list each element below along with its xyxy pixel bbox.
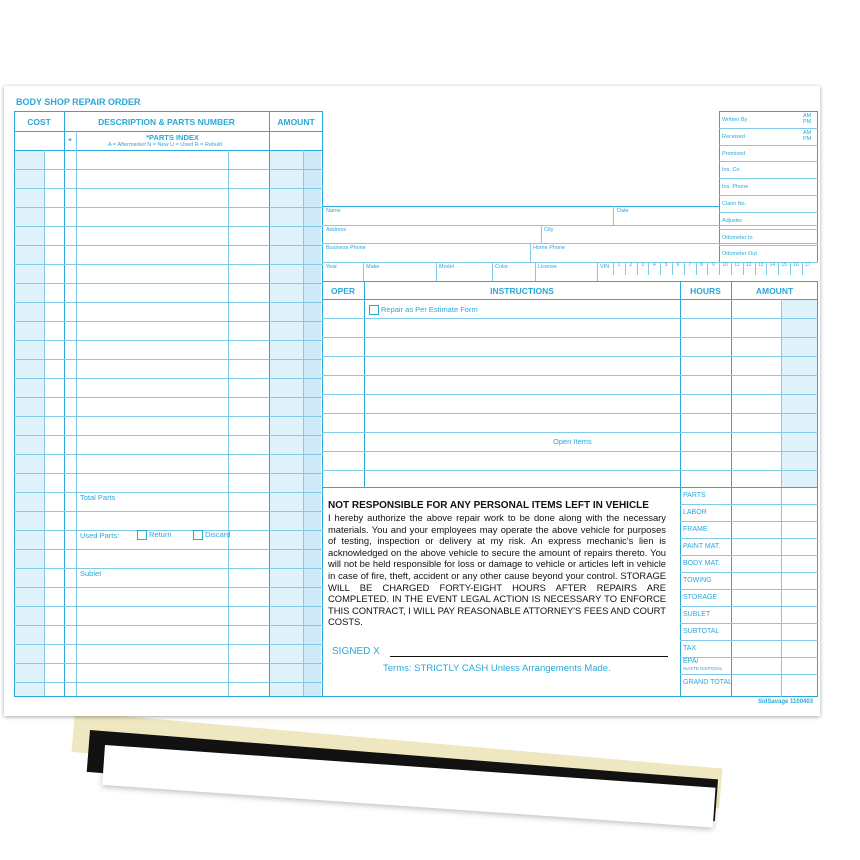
parts-index-title: *PARTS INDEX xyxy=(146,133,199,142)
table-row-line xyxy=(14,302,323,303)
total-parts-label: Total Parts xyxy=(80,493,116,502)
discard-checkbox[interactable] xyxy=(193,530,203,540)
summary-amount-field[interactable] xyxy=(731,607,817,622)
table-row-line xyxy=(14,625,323,626)
summary-amount-field[interactable] xyxy=(731,573,817,588)
table-row-line xyxy=(14,416,323,417)
model-label: Model xyxy=(439,264,454,270)
city-field[interactable] xyxy=(560,231,816,241)
parts-index-legend: A = Aftermarket N = New U = Used R = Rebuilt xyxy=(108,142,223,148)
vin-digit-box[interactable]: 7 xyxy=(684,262,695,275)
info-field-label: Received xyxy=(722,133,745,140)
vin-digit-box[interactable]: 8 xyxy=(696,262,707,275)
table-row-line xyxy=(14,473,323,474)
vin-digit-box[interactable]: 16 xyxy=(790,262,801,275)
return-checkbox[interactable] xyxy=(137,530,147,540)
info-row-line xyxy=(719,178,818,179)
description-header: DESCRIPTION & PARTS NUMBER xyxy=(98,117,235,127)
return-option[interactable] xyxy=(137,530,172,540)
info-field-input[interactable] xyxy=(745,180,800,193)
summary-label: PAINT MAT. xyxy=(683,543,721,550)
vin-digit-box[interactable]: 6 xyxy=(672,262,683,275)
name-field-label: Name xyxy=(326,208,341,214)
address-field[interactable] xyxy=(350,231,538,241)
return-label: Return xyxy=(149,530,172,539)
summary-amount-field[interactable] xyxy=(731,675,817,690)
date-field[interactable] xyxy=(630,212,716,222)
legal-body: I hereby authorize the above repair work to be done along with the necessary materials. You and your employees may operate the above vehicle for purposes of testing, inspection or delivery at my risk. An express mechanic's lien is acknowledged on the above vehicle to secure the amount of repairs thereto. You will not be held responsible for loss or damage to vehicle or articles left in vehicle in case of fire, theft, accident or any other cause beyond your control. STORAGE WILL BE CHARGED FORTY-EIGHT HOURS AFTER REPAIRS ARE COMPLETED. IN THE EVENT LEGAL ACTION IS NECESSARY TO ENFORCE THIS CONTRACT, I WILL PAY REASONABLE ATTORNEY'S FEES AND COURT COSTS. xyxy=(328,512,666,628)
info-field-input[interactable] xyxy=(745,163,800,176)
summary-amount-field[interactable] xyxy=(731,488,817,503)
address-field-label: Address xyxy=(326,227,347,233)
work-row-line xyxy=(322,470,818,471)
vin-digit-box[interactable]: 10 xyxy=(719,262,730,275)
info-field-label: Ins. Phone xyxy=(722,184,749,191)
table-row-line xyxy=(14,169,323,170)
summary-label: STORAGE xyxy=(683,594,718,601)
city-field-label: City xyxy=(544,227,554,233)
star-marker: * xyxy=(68,136,72,146)
vin-digit-box[interactable]: 12 xyxy=(743,262,754,275)
vin-digit-box[interactable]: 4 xyxy=(648,262,659,275)
table-row-line xyxy=(14,226,323,227)
work-row-line xyxy=(322,394,818,395)
work-row-line xyxy=(322,337,818,338)
form-title: BODY SHOP REPAIR ORDER xyxy=(16,97,141,107)
table-row-line xyxy=(14,378,323,379)
table-row-line xyxy=(14,454,323,455)
summary-label: TAX xyxy=(683,645,697,652)
table-row-line xyxy=(14,245,323,246)
table-row-line xyxy=(14,397,323,398)
vin-digit-box[interactable]: 14 xyxy=(766,262,777,275)
table-row-line xyxy=(14,435,323,436)
vin-digit-box[interactable]: 17 xyxy=(802,262,813,275)
summary-amount-field[interactable] xyxy=(731,590,817,605)
business-phone-field[interactable] xyxy=(375,249,527,259)
work-row-line xyxy=(322,413,818,414)
open-items-label: Open Items xyxy=(553,437,592,446)
summary-amount-field[interactable] xyxy=(731,505,817,520)
summary-label: SUBLET xyxy=(683,611,711,618)
info-row-line xyxy=(719,128,818,129)
summary-amount-field[interactable] xyxy=(731,539,817,554)
repair-estimate-option[interactable] xyxy=(369,305,478,315)
table-row-line xyxy=(14,340,323,341)
cost-header: COST xyxy=(27,117,51,127)
info-field-label: Claim No. xyxy=(722,201,747,207)
vin-digit-box[interactable]: 15 xyxy=(778,262,789,275)
legal-title: NOT RESPONSIBLE FOR ANY PERSONAL ITEMS LEFT IN VEHICLE xyxy=(328,500,649,511)
summary-label: LABOR xyxy=(683,509,707,516)
table-row-line xyxy=(14,663,323,664)
summary-amount-field[interactable] xyxy=(731,658,817,673)
signed-label: SIGNED X xyxy=(332,646,380,657)
instructions-header: INSTRUCTIONS xyxy=(490,286,554,296)
summary-label: FRAME xyxy=(683,526,708,533)
info-field-label: Ins. Co. xyxy=(722,167,741,174)
summary-label: PARTS xyxy=(683,492,706,499)
business-phone-label: Business Phone xyxy=(326,245,366,251)
table-row-line xyxy=(14,492,323,493)
info-field-label: Adjuster xyxy=(722,217,743,224)
vin-digit-box[interactable]: 5 xyxy=(660,262,671,275)
terms-text: Terms: STRICTLY CASH Unless Arrangements Made. xyxy=(383,663,611,674)
am-pm-marker: AM PM xyxy=(803,113,812,125)
info-row-line xyxy=(719,161,818,162)
license-label: License xyxy=(538,264,557,270)
repair-estimate-checkbox[interactable] xyxy=(369,305,379,315)
summary-label: GRAND TOTAL xyxy=(683,679,733,686)
discard-option[interactable] xyxy=(193,530,230,540)
oper-header: OPER xyxy=(330,286,356,296)
vin-digit-box[interactable]: 11 xyxy=(731,262,742,275)
work-row-line xyxy=(322,451,818,452)
discard-label: Discard xyxy=(205,530,231,539)
table-row-line xyxy=(14,321,323,322)
info-field-input[interactable] xyxy=(745,130,800,143)
table-row-line xyxy=(14,606,323,607)
table-row-line xyxy=(14,682,323,683)
summary-amount-field[interactable] xyxy=(731,556,817,571)
info-field-input[interactable] xyxy=(745,147,800,160)
summary-amount-field[interactable] xyxy=(731,624,817,639)
home-phone-label: Home Phone xyxy=(533,245,566,251)
info-field-input[interactable] xyxy=(745,113,800,126)
info-field-label: Written By xyxy=(722,117,748,123)
summary-amount-field[interactable] xyxy=(731,522,817,537)
table-row-line xyxy=(14,549,323,550)
date-field-label: Date xyxy=(617,208,629,214)
sublet-label: Sublet xyxy=(80,569,102,578)
table-row-line xyxy=(14,511,323,512)
used-parts-label: Used Parts: xyxy=(80,531,120,540)
signature-line[interactable] xyxy=(390,656,668,657)
vin-digit-box[interactable]: 1 xyxy=(613,262,624,275)
table-row-line xyxy=(14,283,323,284)
name-field[interactable] xyxy=(345,212,611,222)
info-row-line xyxy=(719,145,818,146)
work-row-line xyxy=(322,356,818,357)
info-field-label: Odometer In xyxy=(722,234,753,241)
info-field-label: Odometer Out xyxy=(722,251,757,258)
summary-label: BODY MAT. xyxy=(683,560,721,567)
info-field-input[interactable] xyxy=(745,197,800,210)
summary-label: TOWING xyxy=(683,577,712,584)
table-row-line xyxy=(14,587,323,588)
am-pm-marker: AM PM xyxy=(803,129,812,142)
info-row-line xyxy=(719,229,818,230)
vin-digit-box[interactable]: 9 xyxy=(707,262,718,275)
work-row-line xyxy=(322,432,818,433)
table-row-line xyxy=(14,359,323,360)
info-field-label: Promised xyxy=(722,150,746,157)
home-phone-field[interactable] xyxy=(570,249,816,259)
amount-work-header: AMOUNT xyxy=(755,286,794,296)
vin-digit-box[interactable]: 3 xyxy=(637,262,648,275)
epa-sub-label: WASTE DISPOSAL xyxy=(683,666,723,671)
info-row-line xyxy=(719,245,818,246)
info-row-line xyxy=(719,212,818,213)
repair-estimate-label: Repair as Per Estimate Form xyxy=(381,305,478,314)
work-row-line xyxy=(322,375,818,376)
hours-header: HOURS xyxy=(690,286,721,296)
make-label: Make xyxy=(366,264,380,270)
year-label: Year xyxy=(326,264,338,270)
table-row-line xyxy=(14,207,323,208)
amount-header: AMOUNT xyxy=(277,117,315,127)
summary-label: SUBTOTAL xyxy=(683,628,720,635)
color-label: Color xyxy=(495,264,509,270)
summary-amount-field[interactable] xyxy=(731,641,817,656)
vin-label: VIN xyxy=(600,264,610,270)
table-row-line xyxy=(14,188,323,189)
table-row-line xyxy=(14,644,323,645)
table-row-line xyxy=(14,568,323,569)
vin-digit-box[interactable]: 13 xyxy=(755,262,766,275)
table-row-line xyxy=(14,264,323,265)
vin-digit-box[interactable]: 2 xyxy=(625,262,636,275)
info-row-line xyxy=(719,195,818,196)
work-row-line xyxy=(322,318,818,319)
form-code: SidSavage 1100403 xyxy=(758,699,814,705)
summary-label: EPA/ xyxy=(683,658,699,665)
